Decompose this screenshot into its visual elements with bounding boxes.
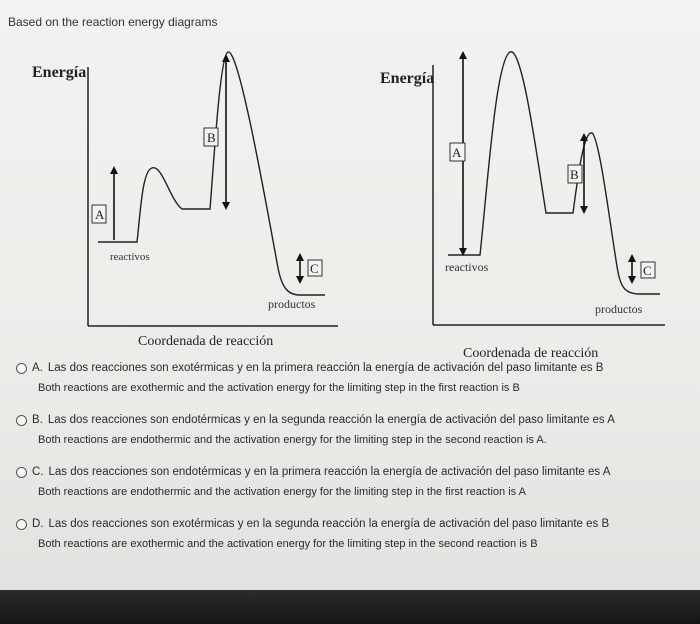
diagram-2-products-label: productos [595, 302, 643, 316]
diagram-1 [32, 52, 338, 349]
option-c[interactable] [16, 466, 676, 498]
diagram-1-label-c: C [310, 261, 319, 276]
option-d-radio[interactable] [16, 519, 27, 530]
question-text: Based on the reaction energy diagrams [8, 15, 218, 29]
option-a-letter: A. [32, 362, 43, 374]
diagram-1-x-label: Coordenada de reacción [138, 334, 274, 349]
option-c-radio[interactable] [16, 467, 27, 478]
option-d[interactable] [16, 518, 676, 550]
option-b-letter: B. [32, 414, 43, 426]
diagram-1-products-label: productos [268, 297, 316, 311]
option-c-spanish: Las dos reacciones son endotérmicas y en la primera reacción la energía de activación del paso limitante es A [48, 466, 611, 478]
option-a-spanish: Las dos reacciones son exotérmicas y en la primera reacción la energía de activación del paso limitante es B [47, 362, 604, 374]
diagram-2-reactants-label: reactivos [445, 260, 489, 274]
diagram-1-label-a: A [95, 207, 105, 222]
diagram-2-energy-curve [448, 52, 660, 294]
diagram-2-label-a: A [452, 145, 462, 160]
diagram-1-label-b: B [207, 130, 216, 145]
diagram-1-reactants-label: reactivos [110, 251, 150, 263]
option-b-spanish: Las dos reacciones son endotérmicas y en la segunda reacción la energía de activación del paso limitante es A [47, 414, 615, 426]
option-b[interactable] [16, 414, 676, 446]
option-a-radio[interactable] [16, 363, 27, 374]
diagram-2-label-b: B [570, 167, 579, 182]
option-c-letter: C. [32, 466, 44, 478]
diagram-1-y-label: Energía [32, 64, 87, 81]
option-c-english: Both reactions are endothermic and the activation energy for the limiting step in the first reaction is A [38, 486, 526, 498]
diagram-2-y-label: Energía [380, 70, 435, 87]
option-b-radio[interactable] [16, 415, 27, 426]
diagram-2 [380, 52, 665, 361]
bottom-bar [0, 590, 700, 624]
option-a[interactable] [16, 362, 676, 394]
option-d-english: Both reactions are exothermic and the activation energy for the limiting step in the second reaction is B [38, 538, 538, 550]
option-d-letter: D. [32, 518, 44, 530]
diagram-2-x-label: Coordenada de reacción [463, 346, 599, 361]
diagram-2-label-c: C [643, 263, 652, 278]
option-b-english: Both reactions are endothermic and the activation energy for the limiting step in the second reaction is A. [38, 434, 547, 446]
option-d-spanish: Las dos reacciones son exotérmicas y en la segunda reacción la energía de activación del paso limitante es B [48, 518, 610, 530]
option-a-english: Both reactions are exothermic and the activation energy for the limiting step in the first reaction is B [38, 382, 520, 394]
